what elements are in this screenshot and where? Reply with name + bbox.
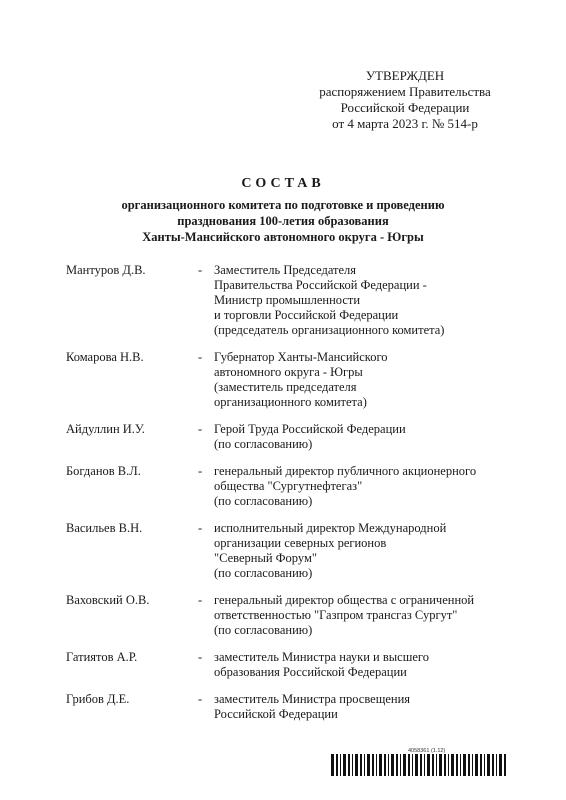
member-role xyxy=(214,263,506,338)
barcode-bar xyxy=(504,754,506,776)
member-role xyxy=(214,422,506,452)
member-role-line: (по согласованию) xyxy=(214,623,313,637)
member-role-line: "Северный Форум" xyxy=(214,551,317,565)
member-dash: - xyxy=(198,464,203,478)
member-dash: - xyxy=(198,692,203,706)
member-role-line: (председатель организационного комитета) xyxy=(214,323,445,337)
member-row xyxy=(66,422,506,452)
member-row xyxy=(66,263,506,338)
member-role-line: и торговли Российской Федерации xyxy=(214,308,399,322)
barcode-bar xyxy=(448,754,449,776)
barcode-bar xyxy=(391,754,394,776)
member-role-line: Российской Федерации xyxy=(214,707,338,721)
member-row xyxy=(66,593,506,638)
subtitle-line: празднования 100-летия образования xyxy=(177,214,389,228)
barcode-bar xyxy=(348,754,350,776)
barcode-bar xyxy=(487,754,490,776)
member-dash: - xyxy=(198,650,203,664)
barcode-number: 4058361 (1.12) xyxy=(408,748,446,754)
member-dash: - xyxy=(198,521,203,535)
barcode-bar xyxy=(336,754,338,776)
member-dash: - xyxy=(198,593,203,607)
barcode-bar xyxy=(408,754,410,776)
member-row xyxy=(66,464,506,509)
member-role-line: Герой Труда Российской Федерации xyxy=(214,422,406,436)
document-subtitle xyxy=(90,197,476,245)
member-role-line: автономного округа - Югры xyxy=(214,365,363,379)
barcode-bar xyxy=(451,754,454,776)
barcode-bar xyxy=(480,754,482,776)
approval-line: распоряжением Правительства xyxy=(319,84,491,99)
member-role xyxy=(214,521,506,581)
barcode-bar xyxy=(427,754,430,776)
member-role-line: организации северных регионов xyxy=(214,536,387,550)
member-role-line: Правительства Российской Федерации - xyxy=(214,278,427,292)
member-name: Васильев В.Н. xyxy=(66,521,143,535)
member-role xyxy=(214,464,506,509)
barcode-bar xyxy=(463,754,466,776)
member-name: Богданов В.Л. xyxy=(66,464,141,478)
member-role-line: ответственностью "Газпром трансгаз Сургут" xyxy=(214,608,458,622)
barcode-bar xyxy=(492,754,494,776)
document-title: СОСТАВ xyxy=(241,176,325,191)
barcode-bar xyxy=(484,754,485,776)
member-role-line: (заместитель председателя xyxy=(214,380,357,394)
member-name: Комарова Н.В. xyxy=(66,350,144,364)
member-role-line: образования Российской Федерации xyxy=(214,665,407,679)
barcode-bar xyxy=(360,754,362,776)
barcode-bar xyxy=(420,754,422,776)
barcode-bar xyxy=(376,754,377,776)
barcode-bar xyxy=(400,754,401,776)
member-role-line: (по согласованию) xyxy=(214,494,313,508)
barcode-bar xyxy=(379,754,382,776)
member-name: Мантуров Д.В. xyxy=(66,263,146,277)
barcode-bar xyxy=(460,754,461,776)
member-role-line: Министр промышленности xyxy=(214,293,361,307)
barcode-bar xyxy=(432,754,434,776)
barcode-bar xyxy=(439,754,442,776)
member-role-line: заместитель Министра просвещения xyxy=(214,692,411,706)
member-role xyxy=(214,650,506,680)
member-dash: - xyxy=(198,350,203,364)
member-role-line: генеральный директор общества с ограниченной xyxy=(214,593,475,607)
barcode-bar xyxy=(424,754,425,776)
member-role-line: исполнительный директор Международной xyxy=(214,521,447,535)
barcode-bar xyxy=(355,754,358,776)
member-row xyxy=(66,650,506,680)
barcode-bar xyxy=(444,754,446,776)
approval-date: от 4 марта 2023 г. № 514-р xyxy=(332,116,478,131)
subtitle-line: организационного комитета по подготовке и проведению xyxy=(121,198,445,212)
barcode-bar xyxy=(367,754,370,776)
barcode-bar xyxy=(384,754,386,776)
member-dash: - xyxy=(198,422,203,436)
member-row xyxy=(66,521,506,581)
barcode-bar xyxy=(415,754,418,776)
barcode-bar xyxy=(396,754,398,776)
barcode-bar xyxy=(352,754,353,776)
barcode-bar xyxy=(372,754,374,776)
barcode-bar xyxy=(496,754,497,776)
members-list xyxy=(66,263,506,734)
member-name: Грибов Д.Е. xyxy=(66,692,130,706)
barcode-bar xyxy=(340,754,341,776)
member-role xyxy=(214,692,506,722)
member-role-line: заместитель Министра науки и высшего xyxy=(214,650,429,664)
member-role-line: генеральный директор публичного акционерного xyxy=(214,464,477,478)
member-name: Ваховский О.В. xyxy=(66,593,150,607)
barcode-bar xyxy=(388,754,389,776)
subtitle-line: Ханты-Мансийского автономного округа - Югры xyxy=(142,230,424,244)
member-role-line: организационного комитета) xyxy=(214,395,367,409)
member-role-line: (по согласованию) xyxy=(214,437,313,451)
barcode xyxy=(331,754,507,776)
barcode-bar xyxy=(436,754,437,776)
barcode-bar xyxy=(403,754,406,776)
barcode-bar xyxy=(364,754,365,776)
member-row xyxy=(66,692,506,722)
member-role xyxy=(214,593,506,638)
barcode-bar xyxy=(331,754,334,776)
barcode-bar xyxy=(499,754,502,776)
barcode-bar xyxy=(472,754,473,776)
approval-block xyxy=(300,68,510,132)
approval-line: Российской Федерации xyxy=(340,100,470,115)
barcode-bar xyxy=(343,754,346,776)
member-row xyxy=(66,350,506,410)
member-dash: - xyxy=(198,263,203,277)
barcode-bar xyxy=(456,754,458,776)
barcode-bar xyxy=(412,754,413,776)
barcode-bar xyxy=(475,754,478,776)
barcode-bar xyxy=(468,754,470,776)
approval-heading: УТВЕРЖДЕН xyxy=(365,68,445,83)
member-role-line: (по согласованию) xyxy=(214,566,313,580)
member-role-line: Заместитель Председателя xyxy=(214,263,357,277)
member-role-line: Губернатор Ханты-Мансийского xyxy=(214,350,388,364)
member-role xyxy=(214,350,506,410)
member-role-line: общества "Сургутнефтегаз" xyxy=(214,479,363,493)
member-name: Гатиятов А.Р. xyxy=(66,650,138,664)
member-name: Айдуллин И.У. xyxy=(66,422,145,436)
